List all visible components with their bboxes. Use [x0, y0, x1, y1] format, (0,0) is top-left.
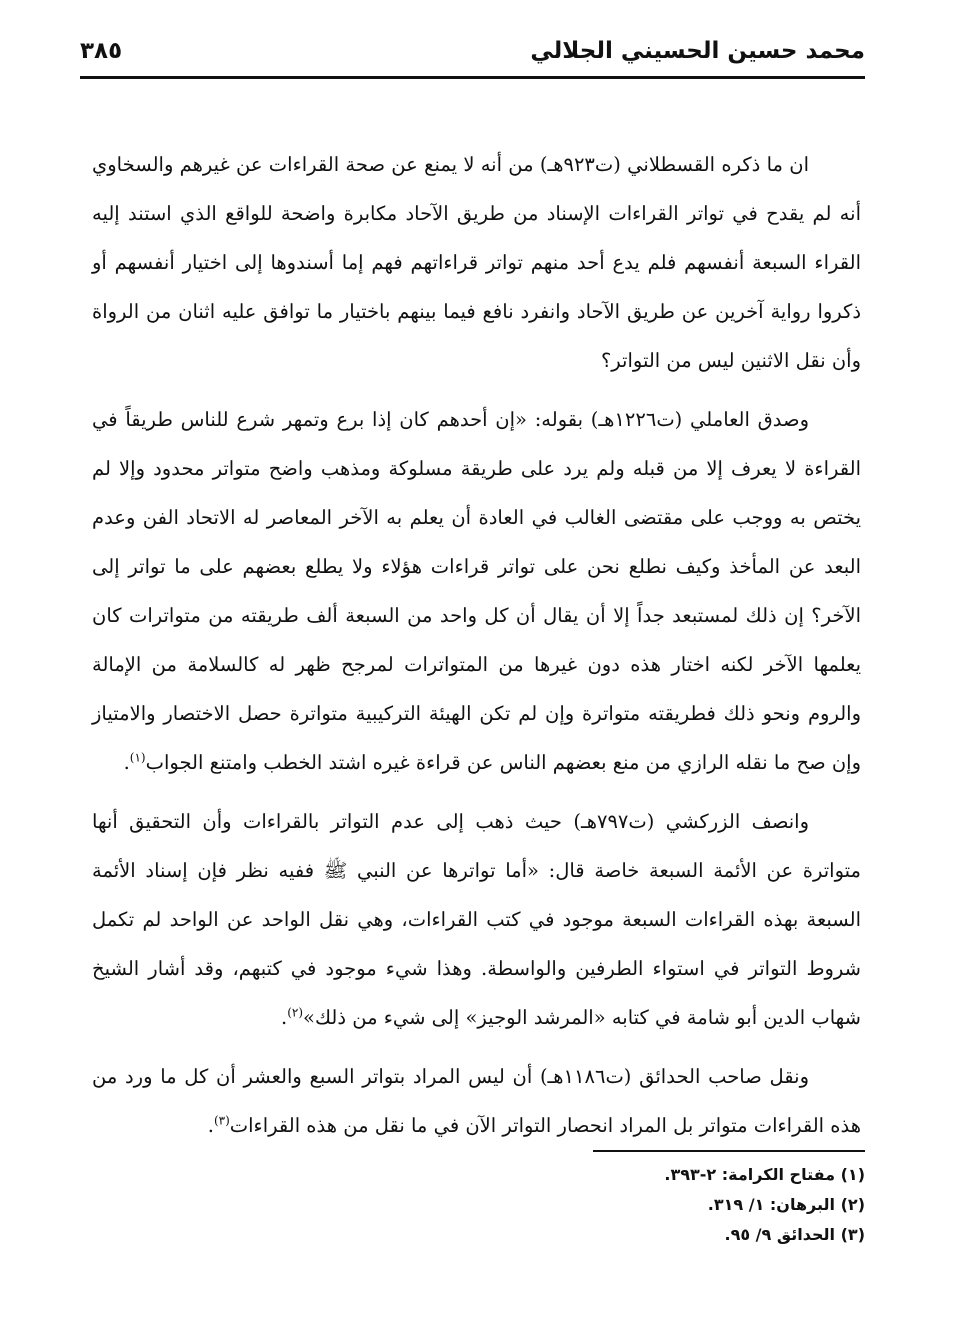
paragraph [92, 797, 861, 1042]
paragraph-tail: . [123, 751, 130, 774]
footnote: (١) مفتاح الكرامة: ٢-٣٩٣. [664, 1165, 865, 1184]
footnote-reference: (٣) [213, 1113, 230, 1128]
footnote: (٢) البرهان: ١/ ٣١٩. [707, 1195, 865, 1214]
paragraph-tail: . [281, 1006, 288, 1029]
main-text [92, 140, 861, 1160]
paragraph [92, 395, 861, 787]
page-header [80, 28, 865, 74]
paragraph-text: وصدق العاملي (ت١٢٢٦هـ) بقوله: «إن أحدهم كان إذا برع وتمهر شرع للناس طريقاً في القراءة لا يعرف إلا من قبله ولم يرد على طريقة مسلوكة ومذهب واضح متواتر محدود وإلا لم يختص به ووجب على مقتضى الغالب في العادة أن يعلم به الآخر المعاصر له الاتحاد الفن وعدم البعد عن المأخذ وكيف نطلع نحن على تواتر قراءات هؤلاء ولا يطلع بعضهم على ما تواتر إلى الآخر؟ إن ذلك لمستبعد جداً إلا أن يقال أن كل واحد من السبعة ألف طريقته من متواترات كان يعلمها الآخر لكنه اختار هذه دون غيرها من المتواترات لمرجح ظهر له كالسلامة من الإمالة والروم ونحو ذلك فطريقته متواترة وإن لم تكن الهيئة التركيبية متواترة حصل الاختصار والامتياز وإن صح ما نقله الرازي من منع بعضهم الناس عن قراءة غيره اشتد الخطب وامتنع الجواب [92, 408, 861, 774]
footnote-separator [593, 1150, 865, 1152]
paragraph-text: ونقل صاحب الحدائق (ت١١٨٦هـ) أن ليس المراد بتواتر السبع والعشر أن كل ما ورد من هذه القراءات متواتر بل المراد انحصار التواتر الآن في ما نقل من هذه القراءات [92, 1065, 861, 1137]
paragraph [92, 140, 861, 385]
paragraph-text: وانصف الزركشي (ت٧٩٧هـ) حيث ذهب إلى عدم التواتر بالقراءات وأن التحقيق أنها متواترة عن الأئمة السبعة خاصة قال: «أما تواترها عن النبي ﷺ ففيه نظر فإن إسناد الأئمة السبعة بهذه القراءات السبعة موجود في كتب القراءات، وهي نقل الواحد عن الواحد لم تكمل شروط التواتر في استواء الطرفين والواسطة. وهذا شيء موجود في كتبهم، وقد أشار الشيخ شهاب الدين أبو شامة في كتابه «المرشد الوجيز» إلى شيء من ذلك» [92, 810, 861, 1029]
paragraph [92, 1052, 861, 1150]
footnote: (٣) الحدائق ٩/ ٩٥. [724, 1225, 865, 1244]
paragraph-tail: . [207, 1114, 214, 1137]
footnote-reference: (٢) [287, 1005, 304, 1020]
footnotes [445, 1160, 865, 1250]
paragraph-text: ان ما ذكره القسطلاني (ت٩٢٣هـ) من أنه لا يمنع عن صحة القراءات عن غيرهم والسخاوي أنه لم يقدح في تواتر القراءات الإسناد من طريق الآحاد مكابرة واضحة للواقع الذي استند إليه القراء السبعة أنفسهم فلم يدع أحد منهم تواتر قراءاتهم فهم إما أسندوها إلى اختيار أنفسهم أو ذكروا رواية آخرين عن طريق الآحاد وانفرد نافع فيما بينهم باختيار ما توافق عليه اثنان من الرواة وأن نقل الاثنين ليس من التواتر؟ [92, 153, 861, 372]
page-number: ٣٨٥ [80, 38, 123, 64]
running-head: محمد حسين الحسيني الجلالي [530, 38, 865, 64]
footnote-reference: (١) [129, 750, 146, 765]
header-rule [80, 76, 865, 79]
